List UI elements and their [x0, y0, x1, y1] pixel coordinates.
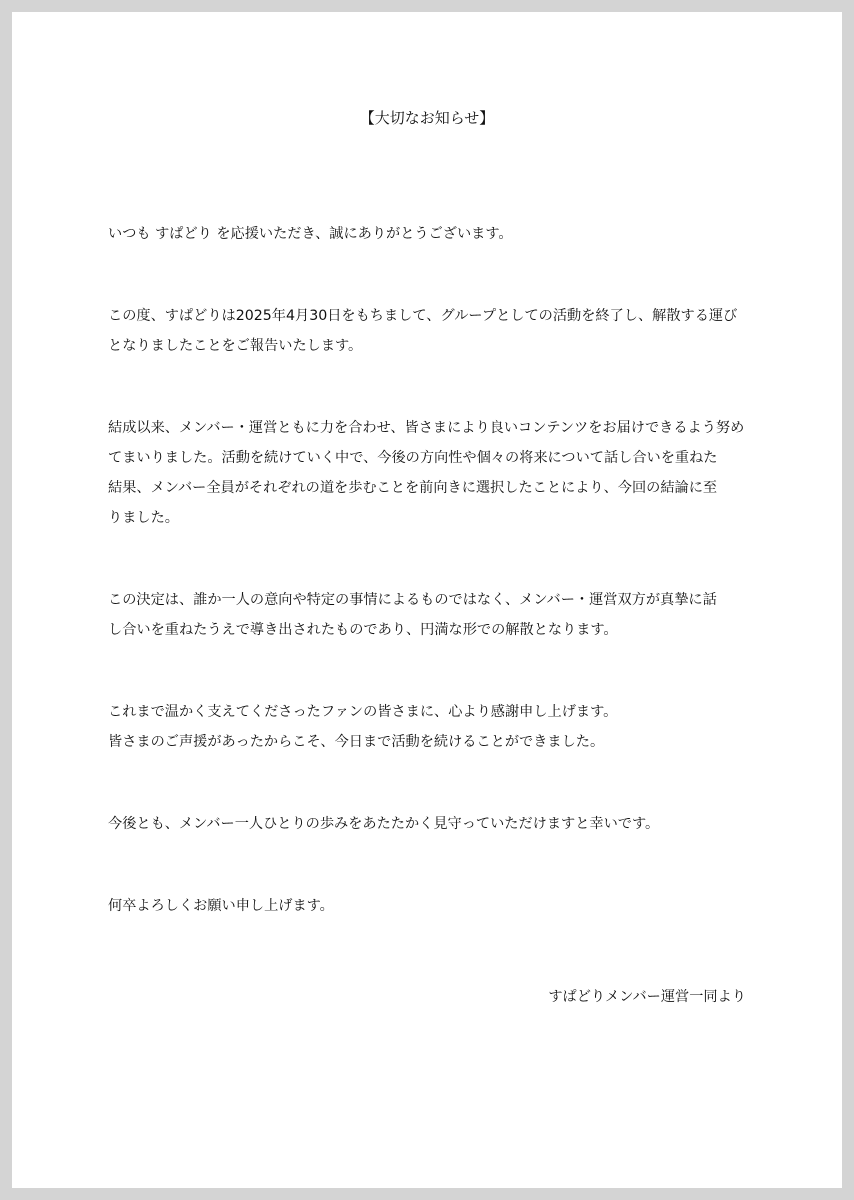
paragraph-future — [108, 809, 768, 839]
paragraph-decision — [108, 585, 768, 645]
document-page — [12, 12, 842, 1188]
paragraph-line: てまいりました。活動を続けていく中で、今後の方向性や個々の将来について話し合いを重ねた — [108, 450, 718, 466]
paragraph-line: 今後とも、メンバー一人ひとりの歩みをあたたかく見守っていただけますと幸いです。 — [108, 816, 660, 832]
paragraph-line: となりましたことをご報告いたします。 — [108, 338, 363, 354]
paragraph-line: いつも すぱどり を応援いただき、誠にありがとうございます。 — [108, 226, 513, 242]
paragraph-closing — [108, 891, 768, 921]
paragraph-line: 結成以来、メンバー・運営ともに力を合わせ、皆さまにより良いコンテンツをお届けできるよう努め — [108, 420, 745, 436]
paragraph-gratitude — [108, 697, 768, 757]
paragraph-line: 何卒よろしくお願い申し上げます。 — [108, 898, 334, 914]
paragraph-line: し合いを重ねたうえで導き出されたものであり、円満な形での解散となります。 — [108, 622, 618, 638]
signature: すぱどりメンバー運営一同より — [548, 989, 746, 1005]
paragraph-line: これまで温かく支えてくださったファンの皆さまに、心より感謝申し上げます。 — [108, 704, 618, 720]
paragraph-line: この度、すぱどりは2025年4月30日をもちまして、グループとしての活動を終了し、解散する運び — [108, 308, 738, 324]
paragraph-line: 皆さまのご声援があったからこそ、今日まで活動を続けることができました。 — [108, 734, 605, 750]
paragraph-line: この決定は、誰か一人の意向や特定の事情によるものではなく、メンバー・運営双方が真摯に話 — [108, 592, 717, 608]
paragraph-announcement — [108, 301, 768, 361]
notice-body — [108, 219, 768, 921]
paragraph-line: 結果、メンバー全員がそれぞれの道を歩むことを前向きに選択したことにより、今回の結論に至 — [108, 480, 718, 496]
paragraph-background — [108, 413, 768, 533]
paragraph-greeting — [108, 219, 768, 249]
notice-title: 【大切なお知らせ】 — [359, 109, 495, 127]
paragraph-line: りました。 — [108, 510, 179, 526]
